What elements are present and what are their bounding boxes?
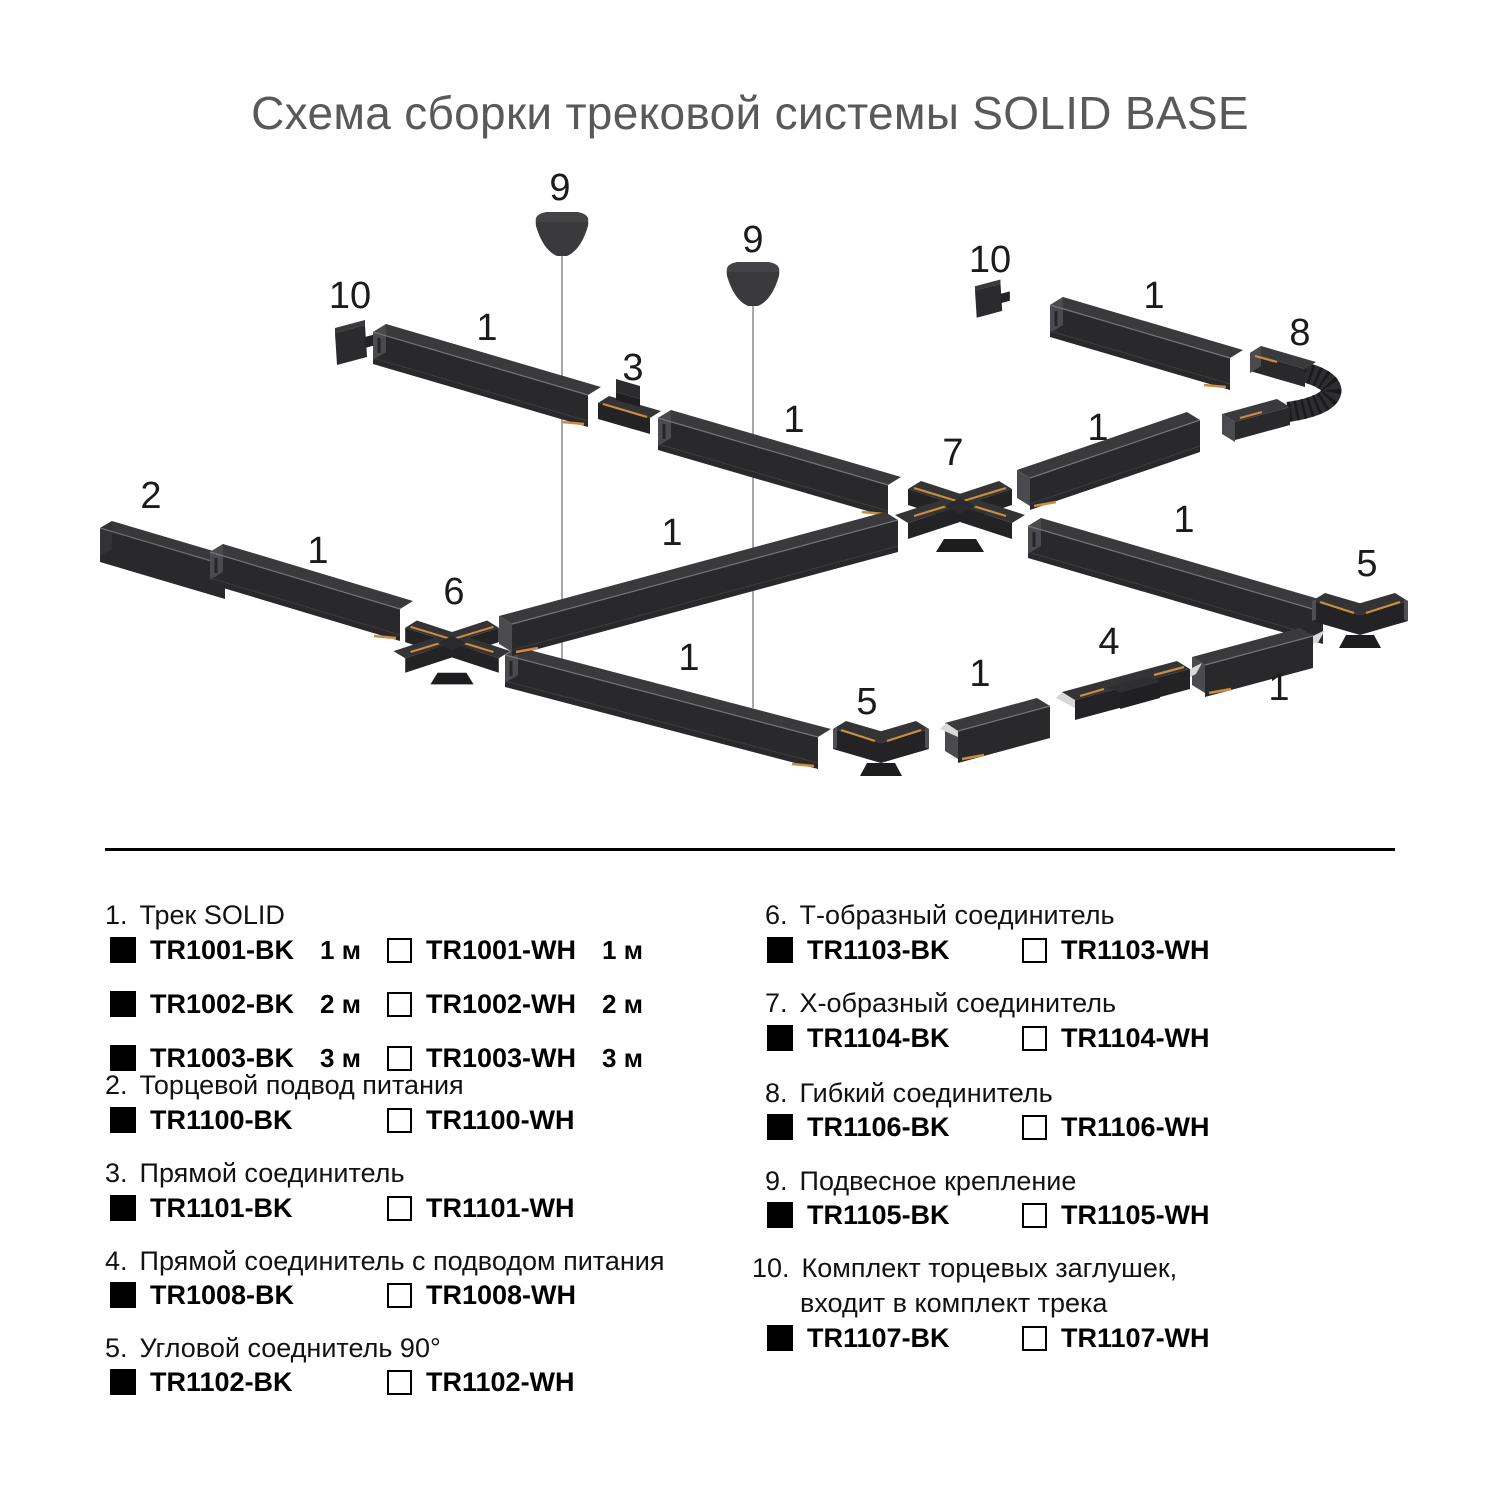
legend-item-1-number: 1. (105, 900, 128, 930)
variant-cell (110, 1368, 293, 1396)
legend-item-2-label: Торцевой подвод питания (139, 1070, 464, 1100)
end-cap-10a (335, 320, 376, 365)
legend-item-6-number: 6. (765, 900, 788, 930)
diagram-label: 1 (678, 637, 700, 679)
white-swatch (387, 1196, 412, 1221)
diagram-label: 3 (622, 347, 644, 389)
end-cap-10b (975, 279, 1010, 317)
white-swatch (387, 992, 412, 1017)
legend-item-7-number: 7. (765, 988, 788, 1018)
legend-item-5-label: Угловой соеднитель 90° (139, 1333, 441, 1363)
diagram-label: 9 (549, 167, 571, 209)
black-swatch (110, 1369, 136, 1395)
variant-cell (1022, 1201, 1210, 1229)
legend-item-8-title (765, 1078, 1053, 1109)
variant-cell (1022, 936, 1210, 964)
legend-item-2-title (105, 1070, 464, 1101)
legend-item-4-title (105, 1246, 665, 1277)
white-swatch (387, 1370, 412, 1395)
diagram-label: 1 (307, 530, 329, 572)
variant-cell (767, 1324, 950, 1352)
diagram-label: 9 (742, 219, 764, 261)
black-swatch (110, 1282, 136, 1308)
product-code: TR1103-BK (807, 934, 950, 965)
product-code: TR1003-WH (426, 1042, 577, 1073)
black-swatch (767, 1325, 793, 1351)
corner-connector-5b (1312, 593, 1408, 648)
diagram-label: 10 (968, 239, 1012, 281)
product-size: 1 м (320, 934, 361, 965)
legend-item-10-title (752, 1253, 1177, 1284)
diagram-label: 1 (1087, 407, 1109, 449)
legend-item-3-number: 3. (105, 1158, 128, 1188)
white-swatch (387, 1046, 412, 1071)
product-code: TR1101-BK (150, 1192, 293, 1223)
legend-item-7-label: Х-образный соединитель (799, 988, 1117, 1018)
variant-cell (110, 1194, 293, 1222)
variant-cell (767, 1024, 950, 1052)
product-code: TR1001-BK (150, 934, 295, 965)
product-size: 1 м (602, 934, 643, 965)
diagram-label: 4 (1098, 621, 1120, 663)
diagram-label: 1 (969, 653, 991, 695)
black-swatch (767, 1202, 793, 1228)
black-swatch (767, 1025, 793, 1051)
black-swatch (110, 937, 136, 963)
variant-cell (387, 1044, 643, 1072)
track-segment (1192, 628, 1325, 697)
white-swatch (1022, 1326, 1047, 1351)
variant-cell (387, 936, 643, 964)
variant-cell (387, 1368, 575, 1396)
product-code: TR1104-WH (1061, 1022, 1210, 1053)
legend-item-9-number: 9. (765, 1166, 788, 1196)
product-code: TR1105-WH (1061, 1199, 1210, 1230)
variant-cell (387, 1194, 575, 1222)
legend-item-1-label: Трек SOLID (139, 900, 285, 930)
variant-cell (110, 936, 361, 964)
diagram-label: 1 (1268, 667, 1290, 709)
divider-line (105, 848, 1395, 851)
legend-item-10-label: Комплект торцевых заглушек, (801, 1253, 1178, 1283)
legend-item-3-title (105, 1158, 405, 1189)
legend-item-8-number: 8. (765, 1078, 788, 1108)
track-segment (658, 410, 901, 517)
legend-item-6-label: Т-образный соединитель (799, 900, 1115, 930)
product-code: TR1105-BK (807, 1199, 950, 1230)
product-size: 2 м (602, 988, 643, 1019)
variant-cell (1022, 1324, 1210, 1352)
product-code: TR1101-WH (426, 1192, 575, 1223)
legend-item-6-title (765, 900, 1115, 931)
legend-item-8-label: Гибкий соединитель (799, 1078, 1053, 1108)
variant-cell (387, 1106, 575, 1134)
legend-item-9-label: Подвесное крепление (799, 1166, 1077, 1196)
product-code: TR1008-BK (150, 1279, 295, 1310)
white-swatch (387, 1108, 412, 1133)
pendant-mount-9b (727, 262, 780, 306)
variant-cell (387, 1281, 576, 1309)
diagram-label: 1 (1173, 499, 1195, 541)
variant-cell (110, 1106, 293, 1134)
diagram-label: 1 (476, 307, 498, 349)
legend-item-4-number: 4. (105, 1246, 128, 1276)
diagram-label: 1 (1143, 275, 1165, 317)
variant-cell (1022, 1024, 1210, 1052)
pendant-mount-9a (536, 212, 589, 256)
variant-cell (387, 990, 643, 1018)
page-title: Схема сборки трековой системы SOLID BASE (251, 87, 1249, 139)
black-swatch (767, 1114, 793, 1140)
variant-cell (767, 1201, 950, 1229)
corner-connector-5a (833, 721, 929, 776)
t-connector-6 (394, 621, 511, 685)
variant-cell (767, 936, 950, 964)
variant-cell (767, 1113, 950, 1141)
product-code: TR1001-WH (426, 934, 577, 965)
white-swatch (1022, 1115, 1047, 1140)
x-connector-7 (895, 481, 1025, 552)
black-swatch (767, 937, 793, 963)
white-swatch (387, 1283, 412, 1308)
flex-connector-8 (1222, 346, 1331, 442)
diagram-label: 6 (443, 571, 465, 613)
product-size: 2 м (320, 988, 361, 1019)
diagram-label: 10 (328, 275, 372, 317)
product-code: TR1002-WH (426, 988, 577, 1019)
legend-item-4-label: Прямой соединитель с подводом питания (139, 1246, 665, 1276)
product-code: TR1008-WH (426, 1279, 577, 1310)
product-code: TR1002-BK (150, 988, 295, 1019)
product-size: 3 м (602, 1042, 643, 1073)
product-code: TR1102-WH (426, 1366, 575, 1397)
white-swatch (1022, 938, 1047, 963)
legend-item-2-number: 2. (105, 1070, 128, 1100)
diagram-label: 1 (783, 399, 805, 441)
legend-item-5-number: 5. (105, 1333, 128, 1363)
black-swatch (110, 1045, 136, 1071)
product-code: TR1106-BK (807, 1111, 950, 1142)
track-segment (940, 698, 1050, 763)
white-swatch (1022, 1203, 1047, 1228)
black-swatch (110, 991, 136, 1017)
assembly-diagram (0, 160, 1500, 860)
diagram-label: 5 (856, 681, 878, 723)
product-code: TR1104-BK (807, 1022, 950, 1053)
diagram-label: 8 (1289, 312, 1311, 354)
product-code: TR1100-WH (426, 1104, 575, 1135)
variant-cell (110, 1281, 294, 1309)
product-code: TR1100-BK (150, 1104, 293, 1135)
track-segment (505, 647, 831, 769)
legend-item-5-title (105, 1333, 441, 1364)
legend-item-10-number: 10. (752, 1253, 790, 1283)
variant-cell (1022, 1113, 1210, 1141)
diagram-label: 1 (661, 512, 683, 554)
product-code: TR1107-BK (807, 1322, 950, 1353)
legend-item-9-title (765, 1166, 1076, 1197)
diagram-label: 2 (140, 475, 162, 517)
product-size: 3 м (320, 1042, 361, 1073)
product-code: TR1003-BK (150, 1042, 295, 1073)
variant-cell (110, 990, 361, 1018)
feed-connector-4 (1056, 661, 1202, 720)
legend-item-7-title (765, 988, 1116, 1019)
product-code: TR1107-WH (1061, 1322, 1210, 1353)
legend-item-1-title (105, 900, 285, 931)
product-code: TR1102-BK (150, 1366, 293, 1397)
diagram-label: 7 (942, 432, 964, 474)
diagram-label: 5 (1356, 543, 1378, 585)
white-swatch (387, 938, 412, 963)
black-swatch (110, 1107, 136, 1133)
track-segment (499, 512, 898, 656)
white-swatch (1022, 1026, 1047, 1051)
product-code: TR1103-WH (1061, 934, 1210, 965)
product-code: TR1106-WH (1061, 1111, 1210, 1142)
black-swatch (110, 1195, 136, 1221)
legend-item-3-label: Прямой соединитель (139, 1158, 405, 1188)
variant-cell (110, 1044, 361, 1072)
legend-item-10-label-line2: входит в комплект трека (800, 1288, 1108, 1318)
